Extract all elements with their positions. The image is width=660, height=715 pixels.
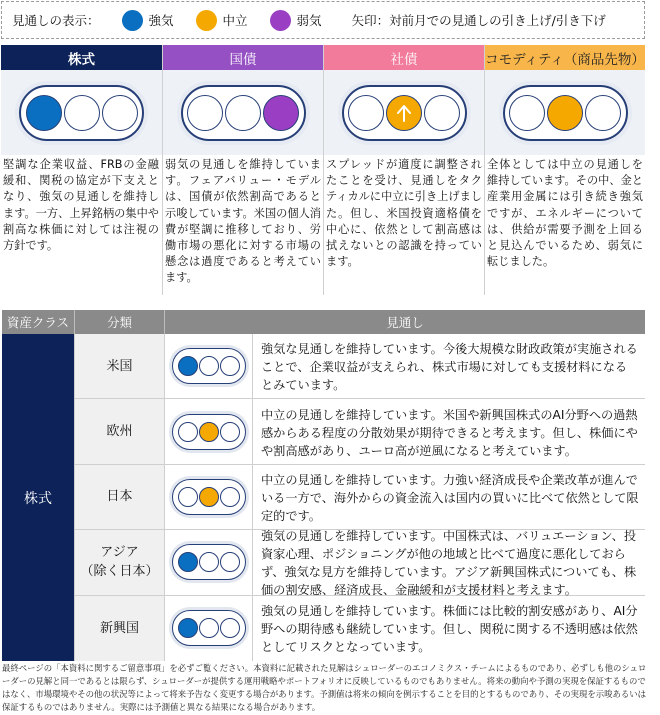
traffic-light-govt-bonds [163, 70, 323, 155]
legend-dot-bearish [270, 10, 291, 31]
legend-dot-bullish [122, 10, 143, 31]
bulb-off [102, 95, 138, 131]
table-row-us [74, 334, 645, 399]
row-name: アジア （除く日本） [74, 530, 164, 594]
header-category: 分類 [74, 310, 164, 334]
mini-bulb-off [220, 356, 240, 376]
mini-bulb-off [199, 356, 219, 376]
column-equity [1, 45, 162, 295]
column-corp-bonds-text: スプレッドが適度に調整されたことを受け、見通しをタクティカルに中立に引き上げました。但し、米国投資適格債を中心に、依然として割高感は拭えないとの認識を持っています。 [326, 158, 482, 269]
traffic-light-mini [164, 399, 252, 463]
column-corp-bonds-title: 社債 [324, 45, 484, 70]
mini-bulb-bullish-on [178, 552, 198, 572]
row-name: 新興国 [74, 596, 164, 661]
traffic-light-commodities [485, 70, 645, 155]
mini-bulb-off [220, 487, 240, 507]
bulb-off [585, 95, 621, 131]
up-arrow-icon [395, 103, 413, 123]
row-name: 欧州 [74, 399, 164, 463]
mini-bulb-neutral-on [199, 487, 219, 507]
row-name: 日本 [74, 465, 164, 529]
bulb-off [424, 95, 460, 131]
mini-bulb-off [220, 552, 240, 572]
legend-label: 見通しの表示： [12, 13, 100, 28]
row-outlook-text: 中立の見通しを維持しています。米国や新興国株式のAI分野への過熱感からある程度の分散効果が期待できると考えます。但し、株価にやや割高感があり、ユーロ高が逆風になると考えています。 [252, 399, 645, 463]
table-row-europe [74, 399, 645, 464]
legend-arrow-note: 矢印：対前月での見通しの引き上げ/引き下げ [351, 13, 606, 28]
asset-class-cell: 株式 [2, 334, 74, 661]
column-equity-title: 株式 [1, 45, 162, 70]
mini-bulb-off [199, 552, 219, 572]
traffic-light-corp-bonds [324, 70, 484, 155]
bulb-off [187, 95, 223, 131]
legend-bearish-label: 弱気 [296, 13, 322, 28]
header-outlook: 見通し [164, 310, 645, 334]
traffic-light-mini [164, 465, 252, 529]
mini-bulb-off [199, 618, 219, 638]
mini-bulb-bullish-on [178, 618, 198, 638]
row-outlook-text: 強気の見通しを維持しています。株価には比較的割安感があり、AI分野への期待感も継続しています。但し、関税に関する不透明感は依然としてリスクとなっています。 [252, 596, 645, 661]
bulb-neutral-on [547, 95, 583, 131]
traffic-light-mini [164, 530, 252, 594]
header-asset-class: 資産クラス [6, 315, 70, 330]
column-govt-bonds-title: 国債 [163, 45, 323, 70]
mini-bulb-off [220, 618, 240, 638]
bulb-off [64, 95, 100, 131]
equity-outlook-table [2, 310, 645, 661]
column-corp-bonds [323, 45, 484, 295]
traffic-light-mini [164, 334, 252, 398]
bulb-bullish-on [26, 95, 62, 131]
mini-bulb-off [220, 422, 240, 442]
mini-bulb-off [178, 487, 198, 507]
legend-bullish-label: 強気 [148, 13, 174, 28]
legend [1, 1, 645, 39]
bulb-bearish-on [263, 95, 299, 131]
bulb-off [225, 95, 261, 131]
row-outlook-text: 強気な見通しを維持しています。今後大規模な財政政策が実施されることで、企業収益が支えられ、株式市場に対しても支援材料になるとみています。 [252, 334, 645, 398]
bulb-off [509, 95, 545, 131]
footnote: 最終ページの「本資料に関するご留意事項」を必ずご覧ください。本資料に記載された見解はシュローダーのエコノミクス・チームによるものであり、必ずしも他のシュローダーの見解と同一であるとは限らず、シュローダーが提供する運用戦略やポートフォリオに反映しているものでもありません。将来の動向や予測の実現を保証するものではなく、市場環境やその他の状況等によって将来予告なく変更する場合があります。予測値は将来の傾向を例示することを目的とするものであり、その実現を示唆あるいは保証するものではありません。実際には予測値と異なる結果になる場合があります。 [2, 663, 647, 712]
column-govt-bonds [162, 45, 323, 295]
column-govt-bonds-text: 弱気の見通しを維持しています。フェアバリュー・モデルは、国債が依然割高であると示唆しています。米国の個人消費が堅調に推移しており、労働市場の悪化に対する市場の懸念は過度であると考えています。 [165, 158, 321, 285]
mini-bulb-off [178, 422, 198, 442]
legend-neutral-label: 中立 [222, 13, 248, 28]
column-commodities [484, 45, 645, 295]
traffic-light-equity [1, 70, 162, 155]
column-commodities-text: 全体としては中立の見通しを維持しています。その中、金と産業用金属には引き続き強気ですが、エネルギーについては、供給が需要予測を上回ると見込んでいるため、弱気に転じました。 [487, 158, 643, 269]
table-row-japan [74, 465, 645, 530]
column-commodities-title: コモディティ（商品先物） [485, 45, 645, 70]
mini-bulb-neutral-on [199, 422, 219, 442]
row-outlook-text: 中立の見通しを維持しています。力強い経済成長や企業改革が進んでいる一方で、海外からの資金流入は国内の買いに比べて依然として限定的です。 [252, 465, 645, 529]
legend-dot-neutral [196, 10, 217, 31]
row-name: 米国 [74, 334, 164, 398]
bulb-off [348, 95, 384, 131]
table-row-emerging [74, 596, 645, 661]
column-equity-text: 堅調な企業収益、FRBの金融緩和、関税の協定が下支えとなり、強気の見通しを維持します。一方、上昇銘柄の集中や割高な株価に対しては注視の方針です。 [3, 158, 159, 253]
bulb-neutral-on-upgrade [386, 95, 422, 131]
table-row-asia-ex-japan [74, 529, 645, 598]
row-outlook-text: 強気の見通しを維持しています。中国株式は、バリュエーション、投資家心理、ポジショニングが他の地域と比べて過度に悪化しておらず、強気な見方を維持しています。アジア新興国株式についても、株価の割安感、経済成長、金融緩和が支援材料と考えます。 [252, 530, 645, 594]
table-header [2, 310, 645, 334]
traffic-light-mini [164, 596, 252, 661]
asset-class-columns [1, 45, 645, 295]
mini-bulb-bullish-on [178, 356, 198, 376]
